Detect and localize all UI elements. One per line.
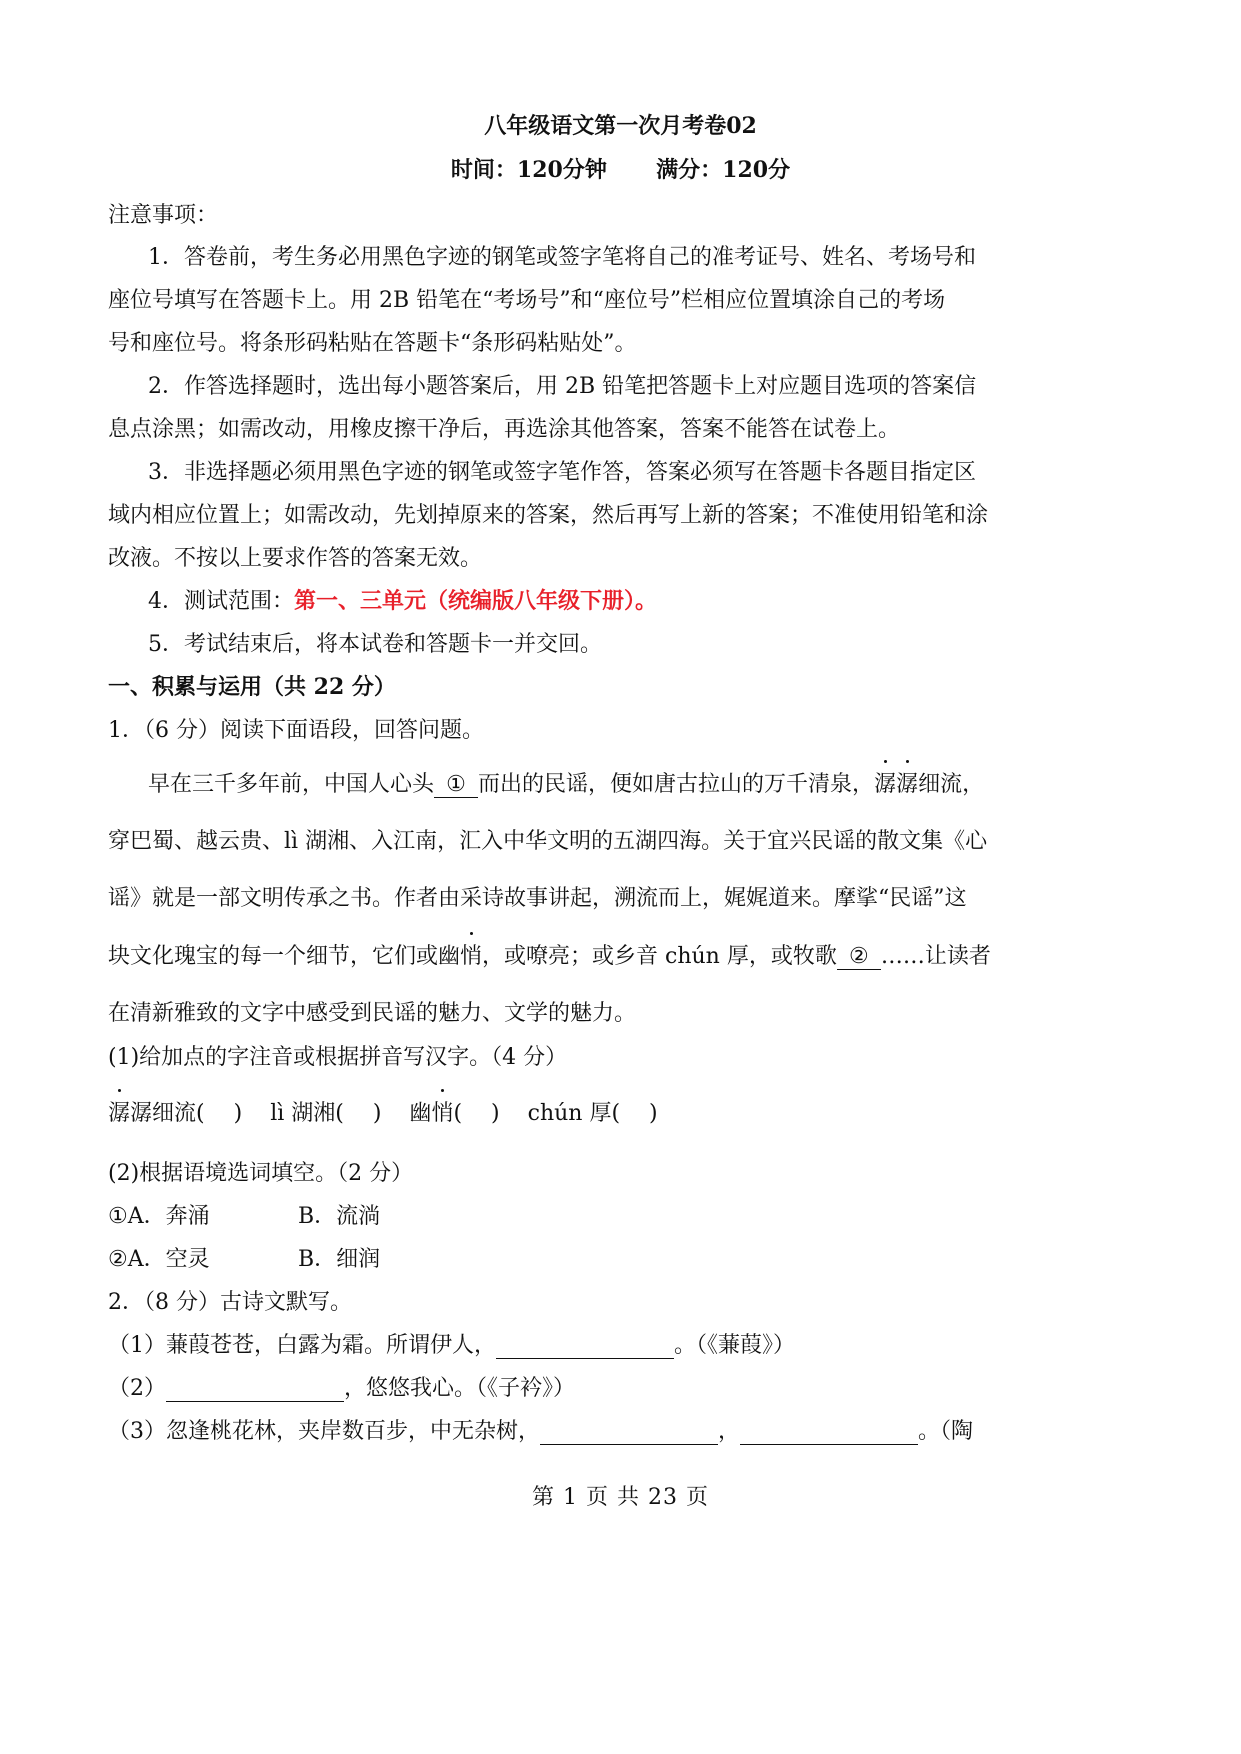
dotted-char: 潺 — [896, 767, 918, 798]
item-text: 潺细流( ) — [130, 1101, 243, 1126]
notice-heading: 注意事项： — [108, 203, 219, 228]
item-chun: chún 厚( ) — [527, 1101, 658, 1126]
notice-item-1-line-3: 号和座位号。将条形码粘贴在答题卡“条形码粘贴处”。 — [108, 331, 637, 356]
sub-question-2: (2)根据语境选词填空。（2 分） — [108, 1161, 414, 1186]
answer-blank — [740, 1418, 918, 1445]
blank-1: ① — [434, 772, 478, 798]
line-text: 。（陶 — [918, 1419, 974, 1444]
passage-line-1 — [148, 767, 984, 798]
item-text: 幽 — [409, 1101, 432, 1126]
line-text: （2） — [108, 1376, 166, 1401]
blank-2: ② — [837, 944, 881, 970]
item-text: ( ) — [453, 1101, 500, 1126]
dotted-char: 潺 — [874, 767, 896, 798]
dotted-char: 悄 — [431, 1096, 453, 1127]
sub-question-1: (1)给加点的字注音或根据拼音写汉字。（4 分） — [108, 1045, 568, 1070]
question-2-line-1 — [108, 1328, 795, 1359]
score-info: 满分：120分 — [656, 157, 791, 183]
dotted-char: 悄 — [460, 939, 482, 970]
notice-item-3-line-3: 改液。不按以上要求作答的答案无效。 — [108, 546, 483, 571]
question-2-line-3 — [108, 1414, 973, 1445]
item-li: lì 湖湘( ) — [270, 1101, 382, 1126]
notice-item-1-line-1: 1．答卷前，考生务必用黑色字迹的钢笔或签字笔将自己的准考证号、姓名、考场号和 — [148, 245, 976, 270]
passage-text: 而出的民谣，便如唐古拉山的万千清泉， — [478, 772, 875, 797]
line-text: 。（《蒹葭》） — [674, 1333, 796, 1358]
option-1-a: ①A．奔涌 — [108, 1204, 210, 1229]
notice-item-2-line-2: 息点涂黑；如需改动，用橡皮擦干净后，再选涂其他答案，答案不能答在试卷上。 — [108, 417, 901, 442]
item-chanchan — [108, 1101, 242, 1126]
notice-item-5: 5．考试结束后，将本试卷和答题卡一并交回。 — [148, 632, 602, 657]
section-1-heading: 一、积累与运用（共 22 分） — [108, 674, 396, 700]
question-2-stem: 2．（8 分）古诗文默写。 — [108, 1290, 352, 1315]
passage-line-4 — [108, 939, 991, 970]
test-scope: 第一、三单元（统编版八年级下册）。 — [294, 588, 658, 614]
answer-blank — [166, 1375, 344, 1402]
sub-question-1-items — [108, 1096, 658, 1127]
line-text: （3）忽逢桃花林，夹岸数百步，中无杂树， — [108, 1419, 540, 1444]
passage-text: 早在三千多年前，中国人心头 — [148, 772, 435, 797]
passage-line-5: 在清新雅致的文字中感受到民谣的魅力、文学的魅力。 — [108, 1001, 637, 1026]
option-2-b: B．细润 — [298, 1247, 381, 1272]
passage-text: 细流， — [918, 772, 985, 797]
line-text: （1）蒹葭苍苍，白露为霜。所谓伊人， — [108, 1333, 496, 1358]
dotted-word-chanchan — [874, 772, 918, 797]
line-text: ， — [718, 1419, 741, 1444]
question-2-line-2 — [108, 1371, 575, 1402]
item-youqiao — [409, 1101, 499, 1126]
exam-time-score — [0, 153, 1241, 184]
answer-blank — [540, 1418, 718, 1445]
exam-title: 八年级语文第一次月考卷02 — [484, 113, 757, 139]
notice-item-2-line-1: 2．作答选择题时，选出每小题答案后，用 2B 铅笔把答题卡上对应题目选项的答案信 — [148, 374, 977, 399]
dotted-char: 潺 — [108, 1096, 130, 1127]
notice-item-4-prefix: 4．测试范围： — [148, 589, 294, 614]
page-number: 第 1 页 共 23 页 — [532, 1485, 709, 1510]
option-2-a: ②A．空灵 — [108, 1247, 210, 1272]
notice-item-1-line-2: 座位号填写在答题卡上。用 2B 铅笔在“考场号”和“座位号”栏相应位置填涂自己的考场 — [108, 288, 946, 313]
line-text: ，悠悠我心。（《子衿》） — [344, 1376, 576, 1401]
passage-line-2: 穿巴蜀、越云贵、lì 湖湘、入江南，汇入中华文明的五湖四海。关于宜兴民谣的散文集《心 — [108, 829, 988, 854]
question-1-stem: 1．（6 分）阅读下面语段，回答问题。 — [108, 718, 484, 743]
option-1-b: B．流淌 — [298, 1204, 381, 1229]
notice-item-3-line-1: 3．非选择题必须用黑色字迹的钢笔或签字笔作答，答案必须写在答题卡各题目指定区 — [148, 460, 976, 485]
passage-line-3: 谣》就是一部文明传承之书。作者由采诗故事讲起，溯流而上，娓娓道来。摩挲“民谣”这 — [108, 886, 967, 911]
passage-text: ，或嘹亮；或乡音 chún 厚，或牧歌 — [482, 944, 837, 969]
passage-text: 块文化瑰宝的每一个细节，它们或幽 — [108, 944, 461, 969]
passage-text: ……让读者 — [880, 944, 991, 969]
notice-item-3-line-2: 域内相应位置上；如需改动，先划掉原来的答案，然后再写上新的答案；不准使用铅笔和涂 — [108, 503, 989, 528]
answer-blank — [496, 1332, 674, 1359]
notice-item-4 — [148, 584, 657, 615]
time-info: 时间：120分钟 — [450, 157, 607, 183]
